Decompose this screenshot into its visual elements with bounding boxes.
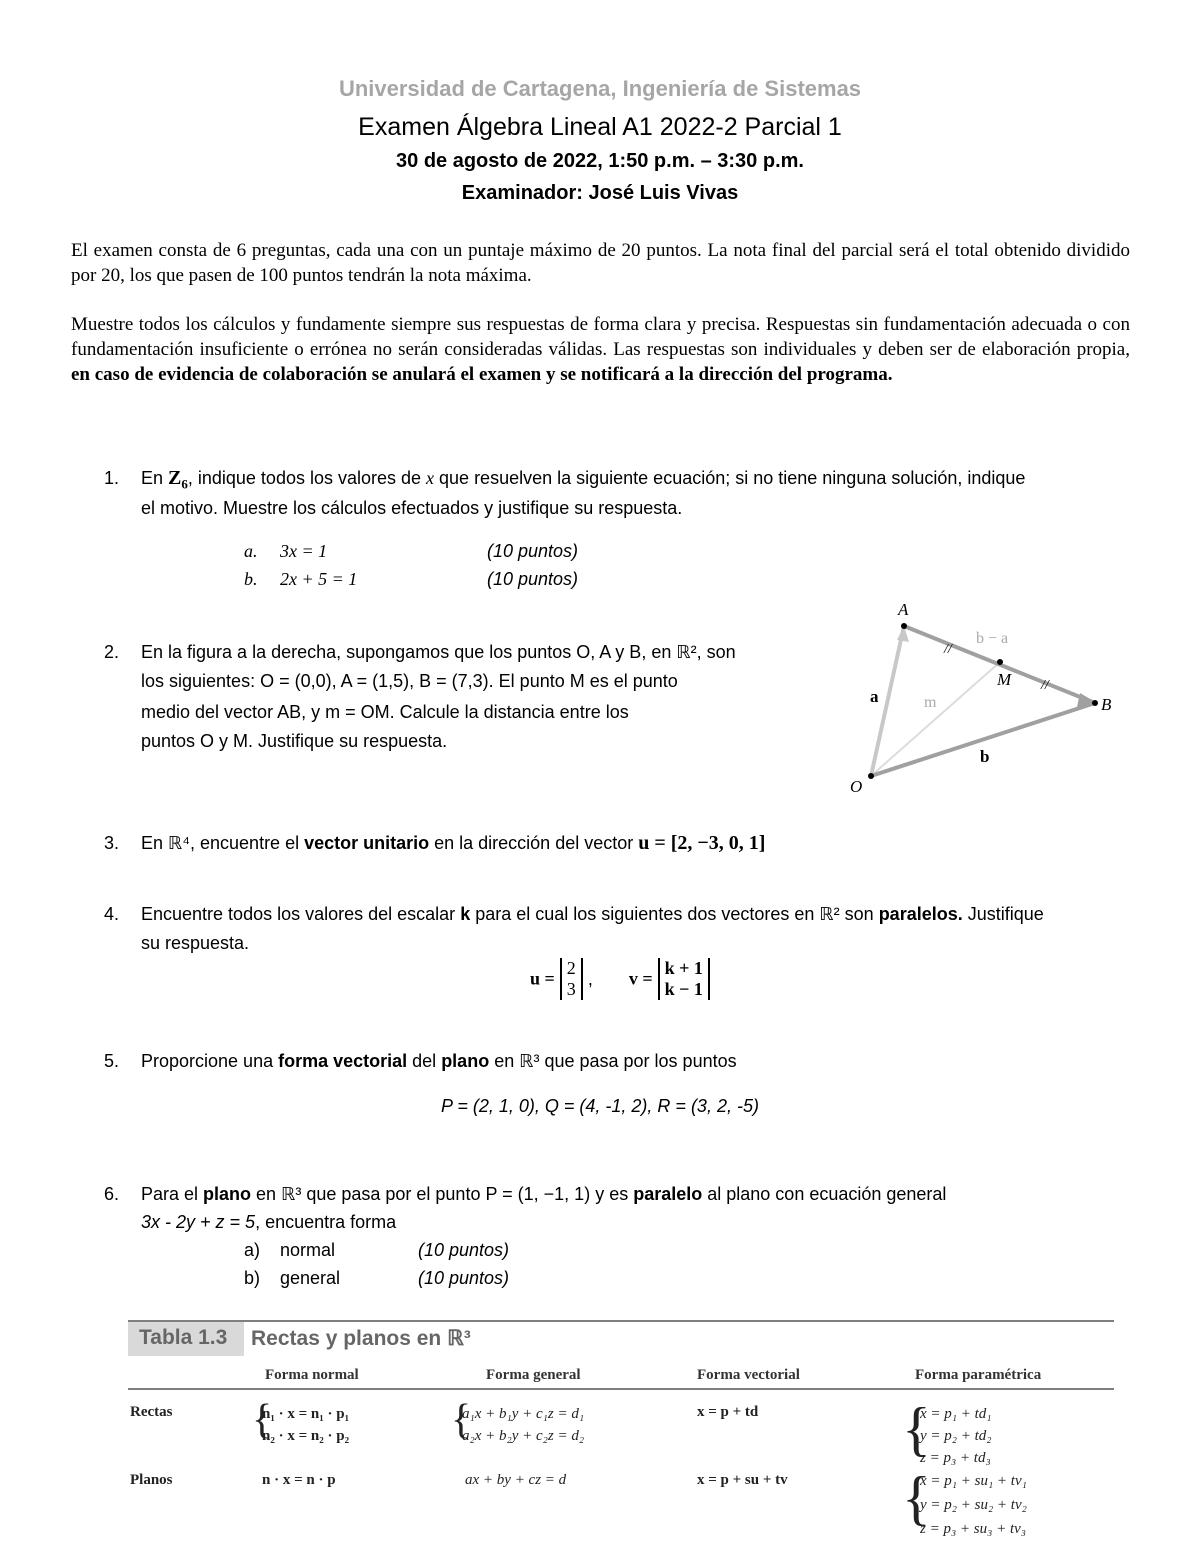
text-segment: en ℝ³ que pasa por el punto P = (1, −1, 1) y es [251, 1184, 634, 1204]
exam-date: 30 de agosto de 2022, 1:50 p.m. – 3:30 p.m. [396, 150, 804, 172]
question-text-line [141, 829, 765, 858]
intro-paragraph-2 [71, 312, 1130, 387]
question-text-line [141, 900, 1044, 929]
text-segment: del [407, 1051, 442, 1071]
sub-text: general [280, 1268, 341, 1288]
points-a: (10 puntos) [487, 541, 579, 561]
tick-mark-1: // [944, 642, 952, 657]
table-title: Rectas y planos en ℝ³ [251, 1327, 471, 1350]
text-segment: Encuentre todos los valores del escalar [141, 904, 461, 924]
matrix-entry: k − 1 [664, 979, 703, 999]
row-label: Rectas [130, 1404, 173, 1420]
matrix-entry: k + 1 [664, 958, 703, 978]
brace-icon: { [451, 1397, 472, 1443]
question-text-line: puntos O y M. Justifique su respuesta. [141, 731, 448, 751]
z6-symbol: Z [168, 467, 182, 489]
formula: x = p + td [697, 1404, 759, 1420]
bold-term: plano [441, 1051, 490, 1071]
column-header: Forma paramétrica [915, 1367, 1042, 1383]
intro-instructions: Muestre todos los cálculos y fundamente siempre sus respuestas de forma clara y precisa. Respuestas sin fundamentación adecuada o con fundamentación insuficiente o errónea no serán consideradas válidas. Las respuestas son individuales y deben ser de elaboración propia, [71, 314, 1130, 360]
matrix-entry: 2 [566, 958, 576, 978]
question-text-line: medio del vector AB, y m = OM. Calcule la distancia entre los [141, 702, 629, 722]
question-number: 2. [104, 642, 120, 662]
intro-warning: en caso de evidencia de colaboración se anulará el examen y se notificará a la dirección del programa. [71, 364, 893, 385]
bold-term: plano [203, 1184, 252, 1204]
formula: z = p₃ + su₃ + tv₃ [920, 1521, 1027, 1537]
plane-equation: 3x - 2y + z = 5 [141, 1212, 256, 1232]
formula: x = p₁ + td₁ [920, 1406, 992, 1422]
label-m-point: M [997, 670, 1012, 689]
question-text-line [141, 1180, 946, 1209]
vectors-display: u = 2 3 , v = k + 1 k − 1 [530, 958, 710, 1000]
text-segment: Para el [141, 1184, 204, 1204]
exam-title: Examen Álgebra Lineal A1 2022-2 Parcial 1 [358, 113, 842, 141]
matrix-entry: 3 [566, 979, 576, 999]
question-text-line: el motivo. Muestre los cálculos efectuados y justifique su respuesta. [141, 498, 683, 518]
table-rule [128, 1320, 1114, 1322]
sub-label: b. [244, 569, 258, 589]
question-number: 6. [104, 1184, 120, 1204]
text-segment: en ℝ³ que pasa por los puntos [489, 1051, 737, 1071]
formula: n₂ · x = n₂ · p₂ [262, 1428, 350, 1444]
sub-label: b) [244, 1268, 261, 1288]
brace-icon: { [252, 1397, 273, 1443]
equation-a: 3x = 1 [280, 541, 328, 561]
points-b: (10 puntos) [418, 1268, 510, 1288]
question-text-line [141, 1047, 737, 1076]
text-segment: , indique todos los valores de [187, 468, 427, 488]
question-text-line: su respuesta. [141, 933, 250, 953]
bold-term: forma vectorial [278, 1051, 408, 1071]
text-segment: En ℝ⁴, encuentre el [141, 833, 305, 853]
formula: y = p₂ + su₂ + tv₂ [920, 1497, 1027, 1513]
text-segment: En [141, 468, 169, 488]
question-text-line: los siguientes: O = (0,0), A = (1,5), B = (7,3). El punto M es el punto [141, 671, 678, 691]
points-pqr: P = (2, 1, 0), Q = (4, -1, 2), R = (3, 2, -5) [441, 1096, 759, 1116]
university-title: Universidad de Cartagena, Ingeniería de Sistemas [338, 76, 862, 101]
formula: n · x = n · p [262, 1472, 336, 1488]
question-number: 3. [104, 833, 120, 853]
bold-term: paralelos. [878, 904, 963, 924]
formula: ax + by + cz = d [465, 1472, 567, 1488]
z6-subscript: 6 [181, 476, 188, 492]
label-m-vector: m [924, 694, 937, 711]
points-a: (10 puntos) [418, 1240, 510, 1260]
point-m-dot [997, 659, 1003, 665]
label-b-point: B [1101, 695, 1112, 714]
question-number: 5. [104, 1051, 120, 1071]
question-number: 1. [104, 468, 120, 488]
vector-figure [840, 595, 1130, 800]
text-segment: que resuelven la siguiente ecuación; si no tiene ninguna solución, indique [434, 468, 1026, 488]
u-matrix [560, 958, 583, 1000]
scalar-k: k [460, 904, 471, 924]
label-o-point: O [850, 777, 863, 796]
text-segment: al plano con ecuación general [702, 1184, 947, 1204]
question-text-line [141, 1208, 396, 1237]
points-b: (10 puntos) [487, 569, 579, 589]
u-label: u = [530, 968, 555, 989]
formula: a₂x + b₂y + c₂z = d₂ [462, 1428, 585, 1444]
tick-mark-2: // [1041, 678, 1049, 693]
text-segment: , encuentra forma [255, 1212, 397, 1232]
sub-label: a. [244, 541, 258, 561]
v-matrix [658, 958, 710, 1000]
vector-u: u = [2, −3, 0, 1] [638, 832, 766, 854]
formula: x = p₁ + su₁ + tv₁ [920, 1473, 1027, 1489]
point-o-dot [868, 773, 874, 779]
column-header: Forma normal [265, 1367, 359, 1383]
brace-icon: { [902, 1396, 931, 1462]
label-b-minus-a: b − a [976, 630, 1009, 647]
formula: y = p₂ + td₂ [920, 1428, 992, 1444]
label-b-vector: b [980, 747, 990, 766]
row-label: Planos [130, 1472, 173, 1488]
bold-term: paralelo [633, 1184, 703, 1204]
text-segment: Justifique [962, 904, 1044, 924]
text-segment: Proporcione una [141, 1051, 279, 1071]
question-number: 4. [104, 904, 120, 924]
formula: a₁x + b₁y + c₁z = d₁ [462, 1406, 585, 1422]
sub-text: normal [280, 1240, 336, 1260]
intro-paragraph-1: El examen consta de 6 preguntas, cada una con un puntaje máximo de 20 puntos. La nota final del parcial será el total obtenido dividido por 20, los que pasen de 100 puntos tendrán la nota máxima. [71, 240, 1130, 286]
question-text-line: En la figura a la derecha, supongamos que los puntos O, A y B, en ℝ², son [141, 642, 736, 662]
table-number: Tabla 1.3 [139, 1326, 228, 1349]
point-a-dot [901, 623, 907, 629]
v-label: v = [628, 968, 653, 989]
table-rule [128, 1388, 1114, 1390]
text-segment: en la dirección del vector [429, 833, 639, 853]
text-segment: para el cual los siguientes dos vectores en ℝ² son [470, 904, 879, 924]
formula: x = p + su + tv [697, 1472, 788, 1488]
label-a-vector: a [870, 687, 879, 706]
examiner: Examinador: José Luis Vivas [461, 182, 739, 204]
formula: n₁ · x = n₁ · p₁ [262, 1406, 350, 1422]
equation-b: 2x + 5 = 1 [280, 569, 358, 589]
point-b-dot [1092, 700, 1098, 706]
bold-term: vector unitario [304, 833, 430, 853]
label-a-point: A [898, 600, 909, 619]
brace-icon: { [902, 1465, 931, 1531]
formula: z = p₃ + td₃ [920, 1450, 991, 1466]
variable-x: x [426, 468, 435, 488]
column-header: Forma vectorial [697, 1367, 800, 1383]
column-header: Forma general [486, 1367, 581, 1383]
sub-label: a) [244, 1240, 261, 1260]
